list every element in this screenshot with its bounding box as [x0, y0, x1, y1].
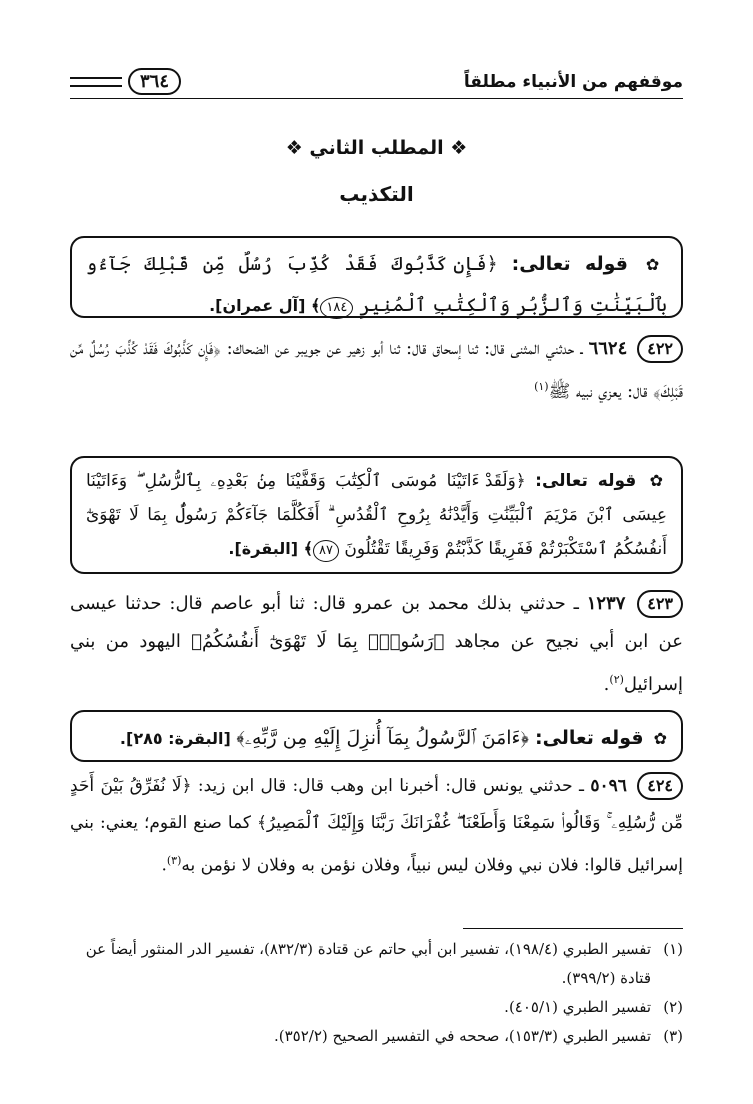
verse-box: [70, 710, 683, 762]
report-badge: ٤٢٣: [637, 590, 683, 618]
page-number-lines: [70, 77, 122, 87]
report-paragraph: [70, 585, 683, 704]
footnote-number: (٢): [663, 998, 683, 1016]
footnote-text: تفسير الطبري (١٥٣/٣)، صححه في التفسير الصحيح (٣٥٢/٢).: [274, 1027, 651, 1045]
subtitle-text: المطلب الثاني: [309, 137, 444, 159]
footnote-ref: (٣): [166, 854, 182, 867]
flower-icon: ✿: [649, 471, 668, 490]
verse-text: ﴿فَإِن كَذَّبُوكَ فَقَدْ كُذِّبَ رُسُلٌ مِّن قَبْلِكَ جَآءُو بِٱلْبَيِّنَٰتِ وَٱلزُّبُرِ وَٱلْكِتَٰبِ ٱلْمُنِيرِ: [86, 253, 667, 316]
page-header: [70, 68, 683, 108]
verse-number: ١٨٤: [320, 297, 353, 319]
verse-text: ﴿وَلَقَدْ ءَاتَيْنَا مُوسَى ٱلْكِتَٰبَ وَقَفَّيْنَا مِنۢ بَعْدِهِۦ بِٱلرُّسُلِ ۖ وَءَاتَيْنَا عِيسَى ٱبْنَ مَرْيَمَ ٱلْبَيِّنَٰتِ وَأَيَّدْنَٰهُ بِرُوحِ ٱلْقُدُسِ ۗ أَفَكُلَّمَا جَآءَكُمْ رَسُولٌۢ بِمَا لَا تَهْوَىٰٓ أَنفُسُكُمُ ٱسْتَكْبَرْتُمْ فَفَرِيقًا كَذَّبْتُمْ وَفَرِيقًا تَقْتُلُونَ: [86, 471, 667, 559]
section-subtitle: [0, 137, 753, 159]
verse-box: [70, 236, 683, 318]
report-end: .: [161, 855, 167, 876]
page-number: ٣٦٤: [128, 68, 181, 95]
report-number: ٦٦٢٤: [588, 338, 628, 359]
footnote-item: [70, 1022, 683, 1051]
verse-reference: ﴾ [آل عمران].: [209, 296, 321, 315]
report-badge: ٤٢٤: [637, 772, 683, 800]
report-paragraph: [70, 768, 683, 885]
page-number-box: [70, 68, 181, 95]
footnote-number: (١): [663, 940, 683, 958]
verse-box: [70, 456, 683, 574]
footnote-item: [70, 935, 683, 993]
report-number: ٥٠٩٦: [590, 776, 627, 796]
ornament-icon: ❖: [450, 137, 468, 159]
verse-lead: قوله تعالى:: [534, 727, 644, 749]
verse-lead: قوله تعالى:: [535, 471, 637, 491]
footnote-text: تفسير الطبري (١٩٨/٤)، تفسير ابن أبي حاتم عن قتادة (٨٣٢/٣)، تفسير الدر المنثور أيضاً عن قتادة (٣٩٩/٢).: [85, 940, 651, 987]
footnote-item: [70, 993, 683, 1022]
verse-number: ٨٧: [313, 540, 339, 562]
footnote-ref: (٢): [609, 673, 624, 686]
running-title: موقفهم من الأنبياء مطلقاً: [463, 72, 683, 92]
header-rule: [70, 98, 683, 99]
report-badge: ٤٢٢: [637, 335, 683, 363]
footnote-ref: (١): [534, 380, 549, 393]
ornament-icon: ❖: [285, 137, 303, 159]
footnote-number: (٣): [663, 1027, 683, 1045]
report-end: .: [603, 674, 610, 695]
report-text: ـ حدثني بذلك محمد بن عمرو قال: ثنا أبو عاصم قال: حدثنا عيسى عن ابن أبي نجيح عن مجاهد ﴿رَسُولٌۢ بِمَا لَا تَهْوَىٰٓ أَنفُسُكُمُ﴾ اليهود من بني إسرائيل: [70, 593, 683, 695]
flower-icon: ✿: [645, 255, 668, 274]
report-text: ـ حدثني المثنى قال: ثنا إسحاق قال: ثنا أبو زهير عن جويبر عن الضحاك: ﴿فَإِن كَذَّبُوكَ فَقَدْ كُذِّبَ رُسُلٌ مِّن قَبْلِكَ﴾ قال: يعزي نبيه ﷺ: [70, 338, 683, 402]
verse-text: ﴿ءَامَنَ ٱلرَّسُولُ بِمَآ أُنزِلَ إِلَيْهِ مِن رَّبِّهِۦ﴾: [236, 727, 529, 749]
flower-icon: ✿: [653, 729, 667, 748]
footnotes: [70, 935, 683, 1051]
verse-lead: قوله تعالى:: [511, 253, 628, 275]
footnote-text: تفسير الطبري (٤٠٥/١).: [504, 998, 651, 1016]
verse-reference: [البقرة: ٢٨٥].: [119, 729, 237, 748]
section-title: التكذيب: [339, 182, 414, 206]
report-number: ١٢٣٧: [586, 593, 626, 614]
footnote-rule: [463, 928, 683, 929]
report-paragraph: [70, 330, 683, 411]
report-text: ـ حدثني يونس قال: أخبرنا ابن وهب قال: قال ابن زيد: ﴿لَا نُفَرِّقُ بَيْنَ أَحَدٍ مِّن رُّسُلِهِۦ ۚ وَقَالُوا۟ سَمِعْنَا وَأَطَعْنَا ۖ غُفْرَانَكَ رَبَّنَا وَإِلَيْكَ ٱلْمَصِيرُ﴾ كما صنع القوم؛ يعني: بني إسرائيل قالوا: فلان نبي وفلان ليس نبياً، وفلان نؤمن به وفلان لا نؤمن به: [70, 776, 683, 876]
verse-reference: ﴾ [البقرة].: [228, 539, 313, 558]
